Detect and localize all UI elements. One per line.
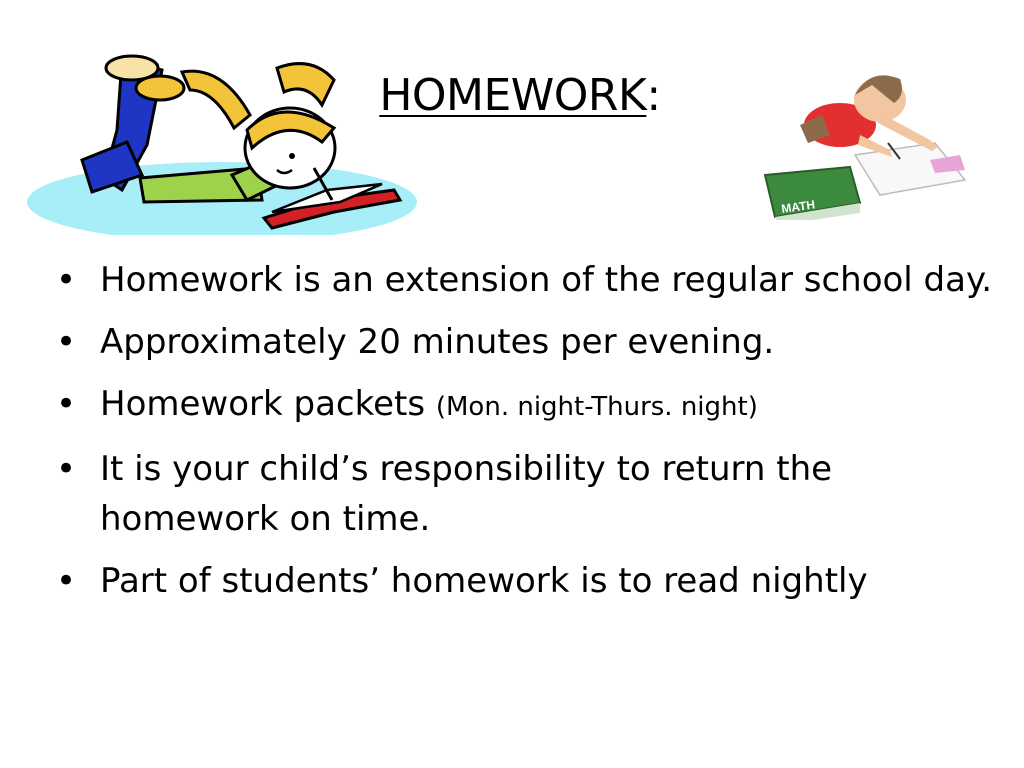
bullet-point-icon: •	[56, 561, 77, 601]
bullet-item	[54, 444, 994, 544]
bullet-note: (Mon. night-Thurs. night)	[435, 392, 758, 422]
bullet-item	[54, 255, 994, 305]
bullet-point-icon: •	[56, 322, 77, 362]
bullet-text: Approximately 20 minutes per evening.	[100, 322, 775, 362]
slide-title	[300, 66, 740, 126]
bullet-point-icon: •	[56, 384, 77, 424]
bullet-text: Homework is an extension of the regular school day.	[100, 260, 993, 300]
title-text: HOMEWORK	[379, 70, 647, 121]
bullet-list	[54, 255, 994, 618]
math-book-label: MATH	[780, 197, 816, 216]
bullet-item	[54, 556, 994, 606]
title-colon: :	[646, 70, 661, 121]
bullet-point-icon: •	[56, 449, 77, 489]
bullet-text: It is your child’s responsibility to return the homework on time.	[100, 449, 833, 539]
boy-writing-illustration	[760, 55, 975, 220]
bullet-item	[54, 317, 994, 367]
bullet-text: Part of students’ homework is to read nightly	[100, 561, 868, 601]
bullet-text: Homework packets	[100, 384, 436, 424]
bullet-item	[54, 379, 994, 432]
bullet-point-icon: •	[56, 260, 77, 300]
